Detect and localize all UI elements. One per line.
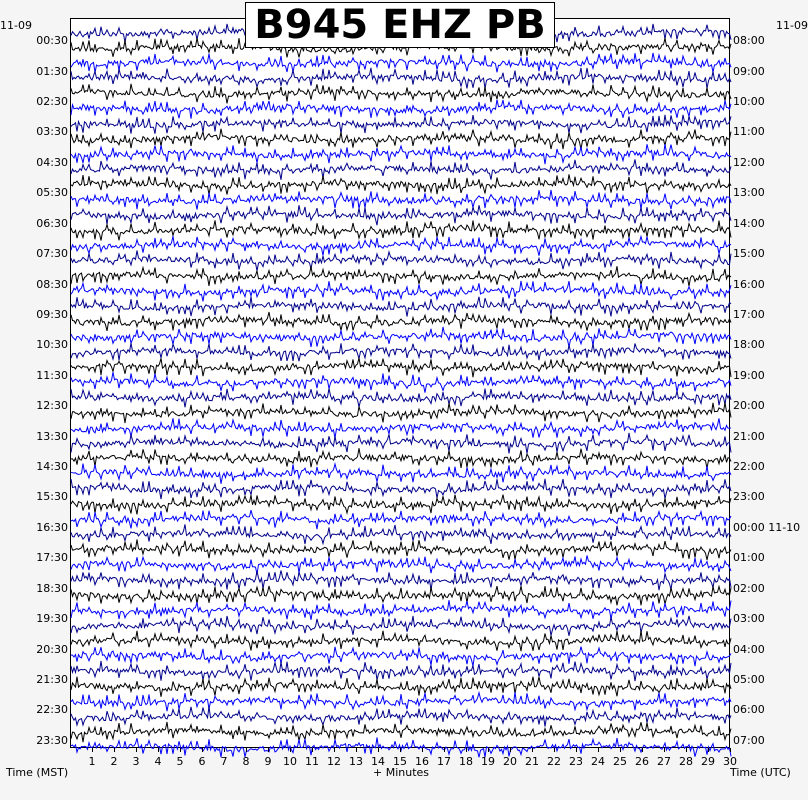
trace-row — [71, 159, 731, 179]
x-tick-label: 3 — [132, 755, 140, 768]
x-tick-label: 16 — [415, 755, 429, 768]
left-time-label: 23:30 — [36, 733, 68, 747]
x-tick-mark — [510, 748, 511, 752]
right-time-label: 21:00 — [733, 429, 765, 443]
x-tick-mark — [466, 748, 467, 752]
x-tick-label: 4 — [154, 755, 162, 768]
left-time-label: 20:30 — [36, 642, 68, 656]
trace-row — [71, 692, 731, 711]
trace-row — [71, 372, 731, 392]
trace-row — [71, 236, 731, 256]
left-time-label: 08:30 — [36, 277, 68, 291]
trace-row — [71, 327, 731, 347]
left-time-label: 00:30 — [36, 34, 68, 48]
trace-row — [71, 647, 731, 667]
right-time-label: 03:00 — [733, 612, 765, 626]
trace-row — [71, 586, 731, 605]
x-tick-label: 23 — [569, 755, 583, 768]
right-time-label: 20:00 — [733, 399, 765, 413]
trace-row — [71, 464, 731, 484]
x-tick-mark — [202, 748, 203, 752]
x-tick-label: 18 — [459, 755, 473, 768]
right-time-label: 23:00 — [733, 490, 765, 504]
right-time-label: 22:00 — [733, 460, 765, 474]
right-time-label: 16:00 — [733, 277, 765, 291]
x-tick-label: 15 — [393, 755, 407, 768]
trace-row — [71, 524, 731, 544]
x-tick-label: 26 — [635, 755, 649, 768]
x-tick-label: 28 — [679, 755, 693, 768]
x-tick-mark — [598, 748, 599, 752]
seismogram-traces — [71, 19, 731, 749]
x-tick-mark — [180, 748, 181, 752]
trace-row — [71, 510, 731, 529]
x-tick-mark — [576, 748, 577, 752]
trace-row — [71, 281, 731, 301]
x-tick-mark — [620, 748, 621, 752]
right-time-label: 01:00 — [733, 551, 765, 565]
x-tick-label: 27 — [657, 755, 671, 768]
x-tick-mark — [532, 748, 533, 752]
x-tick-mark — [664, 748, 665, 752]
x-tick-mark — [114, 748, 115, 752]
x-tick-label: 12 — [327, 755, 341, 768]
right-time-label: 17:00 — [733, 307, 765, 321]
right-time-label: 08:00 — [733, 34, 765, 48]
x-tick-mark — [554, 748, 555, 752]
left-time-label: 17:30 — [36, 551, 68, 565]
x-tick-label: 9 — [264, 755, 272, 768]
left-time-label: 10:30 — [36, 338, 68, 352]
x-tick-mark — [334, 748, 335, 752]
trace-row — [71, 722, 731, 742]
right-time-label: 02:00 — [733, 581, 765, 595]
x-tick-label: 24 — [591, 755, 605, 768]
trace-row — [71, 539, 731, 560]
trace-row — [71, 600, 731, 620]
trace-row — [71, 343, 731, 361]
right-time-label: 10:00 — [733, 95, 765, 109]
left-time-label: 05:30 — [36, 186, 68, 200]
x-tick-label: 13 — [349, 755, 363, 768]
x-tick-label: 19 — [481, 755, 495, 768]
chart-title: B945 EHZ PB — [245, 2, 555, 48]
left-time-label: 15:30 — [36, 490, 68, 504]
trace-row — [71, 403, 731, 424]
trace-row — [71, 616, 731, 636]
start-date-left: 11-09 — [0, 19, 32, 32]
trace-row — [71, 144, 731, 164]
x-tick-mark — [686, 748, 687, 752]
trace-row — [71, 707, 731, 727]
x-tick-mark — [92, 748, 93, 752]
left-time-label: 11:30 — [36, 368, 68, 382]
right-time-label: 18:00 — [733, 338, 765, 352]
x-tick-label: 21 — [525, 755, 539, 768]
x-tick-mark — [224, 748, 225, 752]
trace-row — [71, 433, 731, 454]
right-time-label: 12:00 — [733, 155, 765, 169]
x-tick-label: 29 — [701, 755, 715, 768]
right-time-label: 14:00 — [733, 216, 765, 230]
right-time-label: 11:00 — [733, 125, 765, 139]
x-tick-mark — [290, 748, 291, 752]
x-tick-mark — [136, 748, 137, 752]
right-time-label: 15:00 — [733, 247, 765, 261]
right-time-label: 04:00 — [733, 642, 765, 656]
trace-row — [71, 53, 731, 73]
trace-row — [71, 631, 731, 652]
x-tick-label: 14 — [371, 755, 385, 768]
x-tick-mark — [356, 748, 357, 752]
x-tick-label: 10 — [283, 755, 297, 768]
left-time-label: 22:30 — [36, 703, 68, 717]
right-time-label: 19:00 — [733, 368, 765, 382]
trace-row — [71, 205, 731, 225]
trace-row — [71, 677, 731, 697]
x-tick-mark — [422, 748, 423, 752]
right-time-label: 06:00 — [733, 703, 765, 717]
left-time-label: 19:30 — [36, 612, 68, 626]
right-time-label: 07:00 — [733, 733, 765, 747]
x-tick-label: 22 — [547, 755, 561, 768]
x-tick-label: 5 — [176, 755, 184, 768]
right-time-label: 05:00 — [733, 672, 765, 686]
left-time-label: 02:30 — [36, 95, 68, 109]
trace-row — [71, 190, 731, 210]
left-time-label: 21:30 — [36, 672, 68, 686]
trace-row — [71, 174, 731, 194]
x-label-center: + Minutes — [373, 766, 430, 779]
left-time-label: 06:30 — [36, 216, 68, 230]
x-tick-mark — [400, 748, 401, 752]
trace-row — [71, 556, 731, 575]
left-time-label: 01:30 — [36, 64, 68, 78]
trace-row — [71, 68, 731, 89]
left-time-label: 09:30 — [36, 307, 68, 321]
trace-row — [71, 84, 731, 104]
right-time-label: 09:00 — [733, 64, 765, 78]
start-date-right: 11-09 — [776, 19, 808, 32]
trace-row — [71, 220, 731, 240]
trace-row — [71, 100, 731, 119]
x-tick-label: 8 — [242, 755, 250, 768]
trace-row — [71, 661, 731, 681]
left-time-label: 18:30 — [36, 581, 68, 595]
midnight-date-label: 11-10 — [764, 520, 801, 534]
right-time-label: 00:00 11-10 — [733, 520, 801, 534]
x-tick-label: 30 — [723, 755, 737, 768]
x-label-right: Time (UTC) — [730, 766, 791, 779]
left-time-label: 04:30 — [36, 155, 68, 169]
x-tick-label: 17 — [437, 755, 451, 768]
trace-row — [71, 115, 731, 134]
x-tick-mark — [158, 748, 159, 752]
x-tick-label: 7 — [220, 755, 228, 768]
left-time-label: 03:30 — [36, 125, 68, 139]
x-tick-label: 6 — [198, 755, 206, 768]
trace-row — [71, 358, 731, 378]
trace-row — [71, 448, 731, 468]
x-tick-mark — [708, 748, 709, 752]
trace-row — [71, 251, 731, 271]
left-time-label: 13:30 — [36, 429, 68, 443]
right-time-label: 13:00 — [733, 186, 765, 200]
trace-row — [71, 266, 731, 286]
x-tick-mark — [378, 748, 379, 752]
x-tick-mark — [312, 748, 313, 752]
left-time-label: 16:30 — [36, 520, 68, 534]
left-time-label: 07:30 — [36, 247, 68, 261]
x-tick-label: 1 — [88, 755, 96, 768]
x-tick-mark — [268, 748, 269, 752]
trace-row — [71, 571, 731, 591]
left-time-label: 14:30 — [36, 460, 68, 474]
x-tick-mark — [444, 748, 445, 752]
x-tick-label: 20 — [503, 755, 517, 768]
x-tick-label: 2 — [110, 755, 118, 768]
helicorder-plot — [70, 18, 730, 748]
trace-row — [71, 388, 731, 407]
trace-row — [71, 479, 731, 499]
x-tick-mark — [642, 748, 643, 752]
x-tick-label: 11 — [305, 755, 319, 768]
x-tick-mark — [488, 748, 489, 752]
x-tick-label: 25 — [613, 755, 627, 768]
trace-row — [71, 312, 731, 331]
x-tick-mark — [246, 748, 247, 752]
x-tick-mark — [730, 748, 731, 752]
x-label-left: Time (MST) — [6, 766, 69, 779]
left-time-label: 12:30 — [36, 399, 68, 413]
